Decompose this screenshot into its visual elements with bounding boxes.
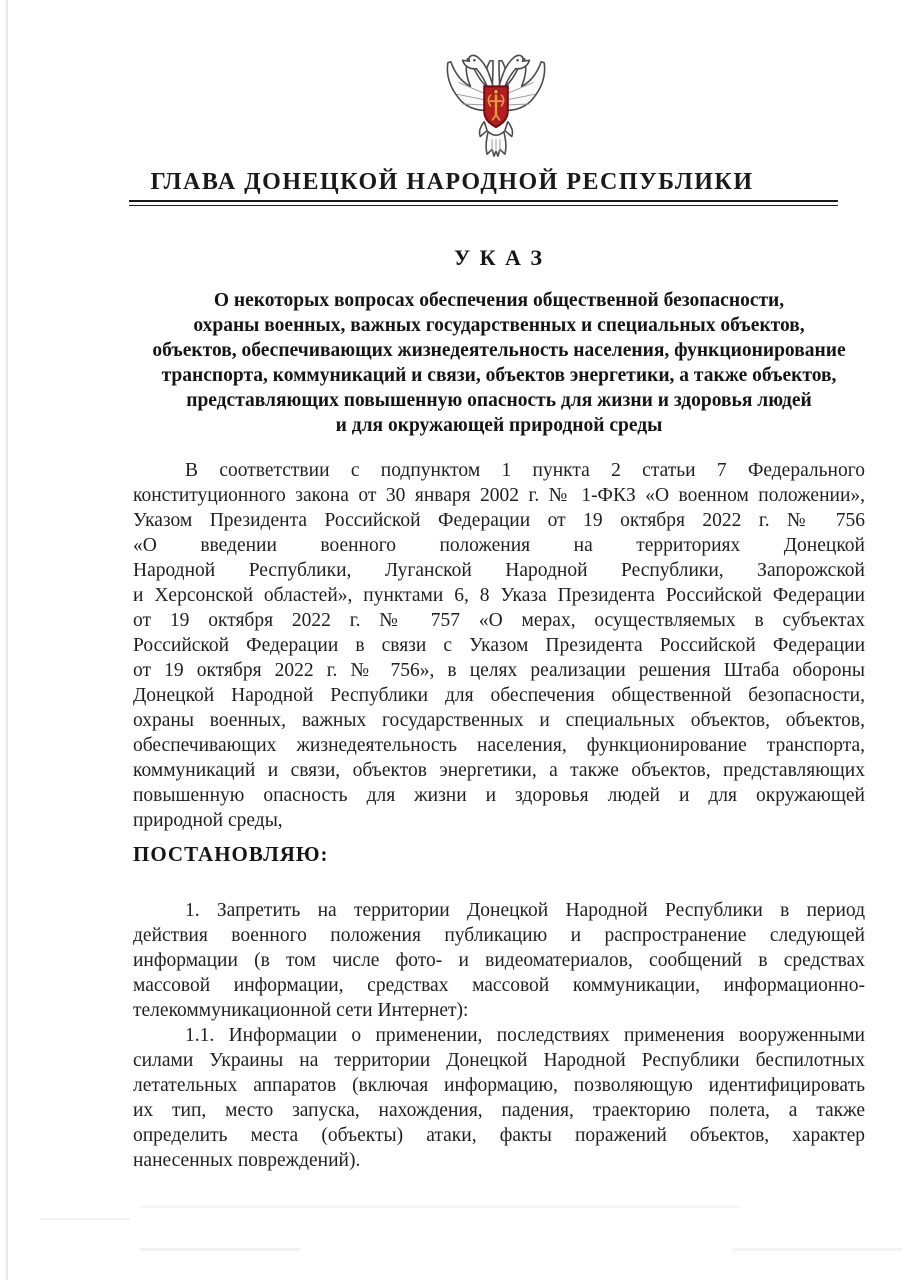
text-line: природной среды, [133, 810, 283, 831]
text-line: О некоторых вопросах обеспечения общественной безопасности, [213, 290, 785, 311]
text-line: 1.1. Информации о применении, последствиях применения вооруженными [185, 1025, 865, 1046]
text-line: действия военного положения публикацию и распространение следующей [133, 925, 865, 946]
text-line: охраны военных, важных государственных и специальных объектов, [193, 315, 805, 336]
scan-artifact [40, 1218, 130, 1220]
decree-title [133, 288, 865, 438]
text-line: нанесенных повреждений). [133, 1150, 361, 1171]
text-line: и Херсонской областей», пунктами 6, 8 Указа Президента Российской Федерации [133, 585, 865, 606]
item-1-paragraph [133, 898, 865, 1023]
text-line: Российской Федерации в связи с Указом Президента Российской Федерации [133, 635, 865, 656]
text-line: обеспечивающих жизнедеятельность населения, функционирование транспорта, [133, 735, 865, 756]
text-line: от 19 октября 2022 г. № 757 «О мерах, осуществляемых в субъектах [133, 610, 865, 631]
text-line: их тип, место запуска, нахождения, падения, траекторию полета, а также [133, 1100, 865, 1121]
text-line: 1. Запретить на территории Донецкой Народной Республики в период [185, 900, 865, 921]
text-line: «О введении военного положения на территориях Донецкой [133, 535, 865, 556]
document-header-title: ГЛАВА ДОНЕЦКОЙ НАРОДНОЙ РЕСПУБЛИКИ [150, 169, 754, 195]
coat-of-arms-icon [437, 48, 555, 164]
text-line: силами Украины на территории Донецкой Народной Республики беспилотных [133, 1050, 865, 1071]
text-line: конституционного закона от 30 января 2002 г. № 1-ФКЗ «О военном положении», [133, 485, 865, 506]
text-line: Указом Президента Российской Федерации от 19 октября 2022 г. № 756 [133, 510, 865, 531]
scan-artifact [732, 1248, 902, 1251]
scan-artifact-line [6, 0, 8, 1280]
scan-artifact [140, 1248, 300, 1251]
header-double-rule [129, 200, 838, 206]
text-line: В соответствии с подпунктом 1 пункта 2 статьи 7 Федерального [185, 460, 865, 481]
text-line: повышенную опасность для жизни и здоровья людей и для окружающей [133, 785, 865, 806]
text-line: телекоммуникационной сети Интернет): [133, 1000, 469, 1021]
preamble-paragraph [133, 458, 865, 833]
text-line: коммуникаций и связи, объектов энергетики, а также объектов, представляющих [133, 760, 865, 781]
text-line: информации (в том числе фото- и видеоматериалов, сообщений в средствах [133, 950, 865, 971]
text-line: объектов, обеспечивающих жизнедеятельность населения, функционирование [152, 340, 846, 361]
text-line: охраны военных, важных государственных и специальных объектов, объектов, [133, 710, 865, 731]
text-line: Народной Республики, Луганской Народной Республики, Запорожской [133, 560, 865, 581]
decree-heading: У К А З [453, 245, 545, 270]
text-line: определить места (объекты) атаки, факты поражений объектов, характер [133, 1125, 865, 1146]
item-1-1-paragraph [133, 1023, 865, 1173]
text-line: Донецкой Народной Республики для обеспечения общественной безопасности, [133, 685, 865, 706]
text-line: от 19 октября 2022 г. № 756», в целях реализации решения Штаба обороны [133, 660, 865, 681]
resolve-heading: ПОСТАНОВЛЯЮ: [133, 842, 329, 866]
text-line: и для окружающей природной среды [335, 415, 663, 436]
text-line: представляющих повышенную опасность для жизни и здоровья людей [186, 390, 812, 411]
scan-artifact [140, 1205, 740, 1208]
text-line: летательных аппаратов (включая информацию, позволяющую идентифицировать [133, 1075, 865, 1096]
text-line: транспорта, коммуникаций и связи, объектов энергетики, а также объектов, [161, 365, 837, 386]
text-line: массовой информации, средствах массовой коммуникации, информационно- [133, 975, 865, 996]
